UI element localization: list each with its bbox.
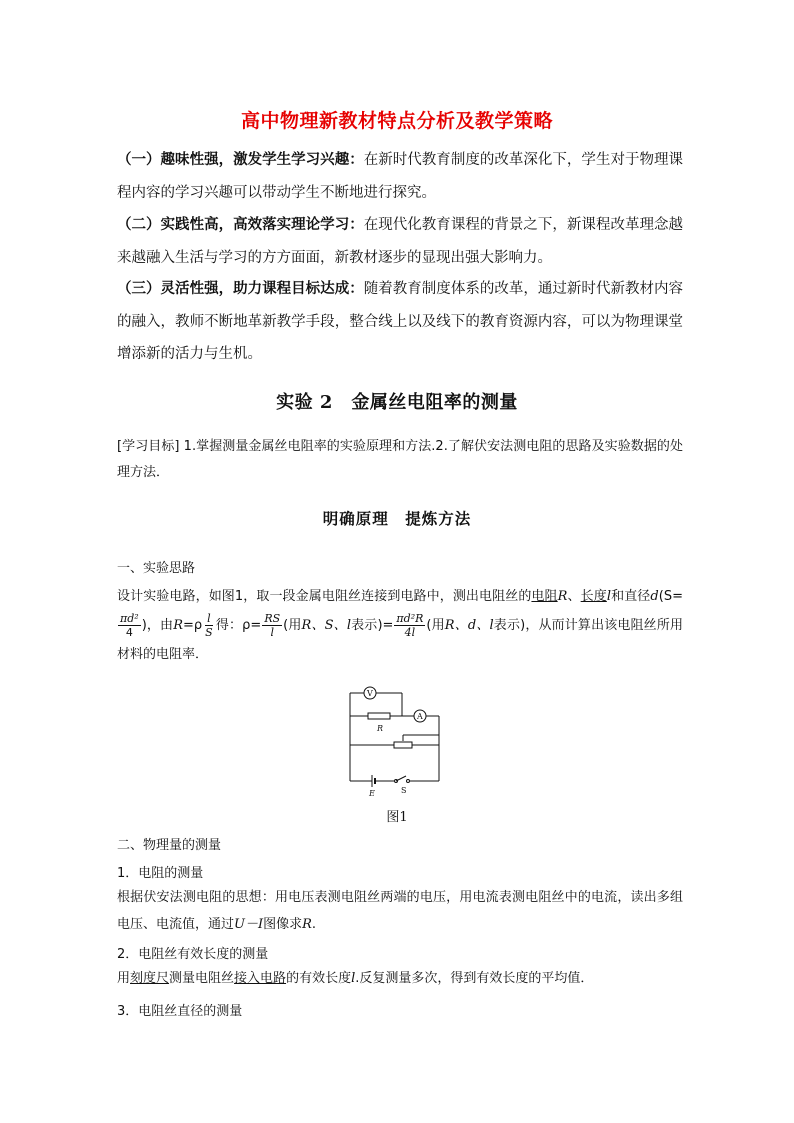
item2-title: 2．电阻丝有效长度的测量 <box>117 947 269 962</box>
principle-paragraph <box>117 582 683 669</box>
intro-lead-3: （三）灵活性强，助力课程目标达成： <box>117 280 364 297</box>
goal-text: 1.掌握测量金属丝电阻率的实验原理和方法.2.了解伏安法测电阻的思路及实验数据的处理方法． <box>117 439 683 480</box>
var-r3: R <box>302 917 312 932</box>
resistor <box>368 713 390 719</box>
var-r2: R <box>173 618 184 633</box>
intro-paragraph-1 <box>117 144 683 209</box>
item1-text-b: 图像求 <box>263 917 303 932</box>
underline-connect: 接入电路 <box>234 971 287 986</box>
item3-title: 3．电阻丝直径的测量 <box>117 1004 243 1019</box>
item1-end: . <box>311 917 317 932</box>
intro-paragraph-2 <box>117 209 683 274</box>
item1-text-a: 根据伏安法测电阻的思想：用电压表测电阻丝两端的电压，用电流表测电阻丝中的电流，读出多组电压、电流值，通过 <box>117 890 683 932</box>
underline-length: 长度 <box>580 589 607 604</box>
rheostat <box>394 742 412 748</box>
item1-text <box>117 884 683 938</box>
separator: 、 <box>567 589 581 604</box>
note1-end: 表示)= <box>351 618 394 633</box>
item2-post: 的有效长度 <box>286 971 352 986</box>
experiment-title: 实验 2 金属丝电阻率的测量 <box>276 392 518 413</box>
intro-text-2: 在现代化教育课程的背景之下，新课程改革理念越来越融入生活与学习的方方面面，新教材逐步的显现出强大影响力。 <box>117 217 684 266</box>
resistor-label: R <box>377 724 384 733</box>
learning-goal <box>117 434 683 486</box>
item1-title: 1．电阻的测量 <box>117 866 204 881</box>
voltmeter-label: V <box>367 689 373 698</box>
ammeter-label: A <box>417 712 423 721</box>
principle-text: 设计实验电路，如图1，取一段金属电阻丝连接到电路中，测出电阻丝的 <box>117 589 532 604</box>
goal-label: [学习目标] <box>117 439 180 454</box>
principle-text-4: )，由 <box>141 618 174 633</box>
var-l: l <box>606 589 612 604</box>
figure-caption: 图1 <box>386 810 408 825</box>
switch <box>396 776 406 781</box>
principle-text-3: (S= <box>658 589 683 604</box>
switch-label: S <box>401 786 407 795</box>
var-l2: l <box>351 971 356 986</box>
section2-heading: 二、物理量的测量 <box>117 838 222 853</box>
fraction-l-over-s: $\frac{l}{S}$ <box>205 612 213 639</box>
note2-end: 表示)，从而计算出该电阻丝所用材料的电阻率． <box>117 618 683 662</box>
note2: (用 <box>426 618 445 633</box>
switch-contact <box>407 780 410 783</box>
principle-eq: =ρ <box>183 618 203 633</box>
intro-paragraph-3 <box>117 273 683 371</box>
var-r: R <box>557 589 568 604</box>
section-subtitle: 明确原理 提炼方法 <box>322 510 472 528</box>
fraction-area: $\frac{\text{πd²}}{4}$ <box>120 612 139 639</box>
principle-get: 得：ρ= <box>215 618 262 633</box>
underline-resistance: 电阻 <box>531 589 558 604</box>
item2-mid: 测量电阻丝 <box>169 971 235 986</box>
item2-text <box>117 966 683 992</box>
underline-ruler: 刻度尺 <box>130 971 170 986</box>
intro-text-3: 随着教育制度体系的改革，通过新时代新教材内容的融入，教师不断地革新教学手段，整合线上以及线下的教育资源内容，可以为物理课堂增添新的活力与生机。 <box>117 281 684 362</box>
intro-lead-2: （二）实践性高，高效落实理论学习： <box>117 216 364 233</box>
item2-end: .反复测量多次，得到有效长度的平均值． <box>355 971 594 986</box>
var-d: d <box>650 589 659 604</box>
item2-pre: 用 <box>117 971 131 986</box>
principle-text-2: 和直径 <box>611 589 651 604</box>
fraction-rs-over-l: $\frac{RS}{l}$ <box>264 612 281 639</box>
document-title: 高中物理新教材特点分析及教学策略 <box>240 110 553 132</box>
intro-text-1: 在新时代教育制度的改革深化下，学生对于物理课程内容的学习兴趣可以带动学生不断地进行探究。 <box>117 152 684 201</box>
note2-vars: R、d、l <box>444 618 494 633</box>
section1-heading: 一、实验思路 <box>117 561 196 576</box>
battery-label: E <box>369 789 375 798</box>
note1-vars: R、S、l <box>301 618 351 633</box>
intro-lead-1: （一）趣味性强，激发学生学习兴趣： <box>117 151 364 168</box>
circuit-diagram <box>340 683 450 801</box>
fraction-resistivity: $\frac{\text{πd²R}}{4l}$ <box>396 612 424 639</box>
note1: (用 <box>283 618 302 633</box>
ui-graph: U－I <box>234 917 264 932</box>
